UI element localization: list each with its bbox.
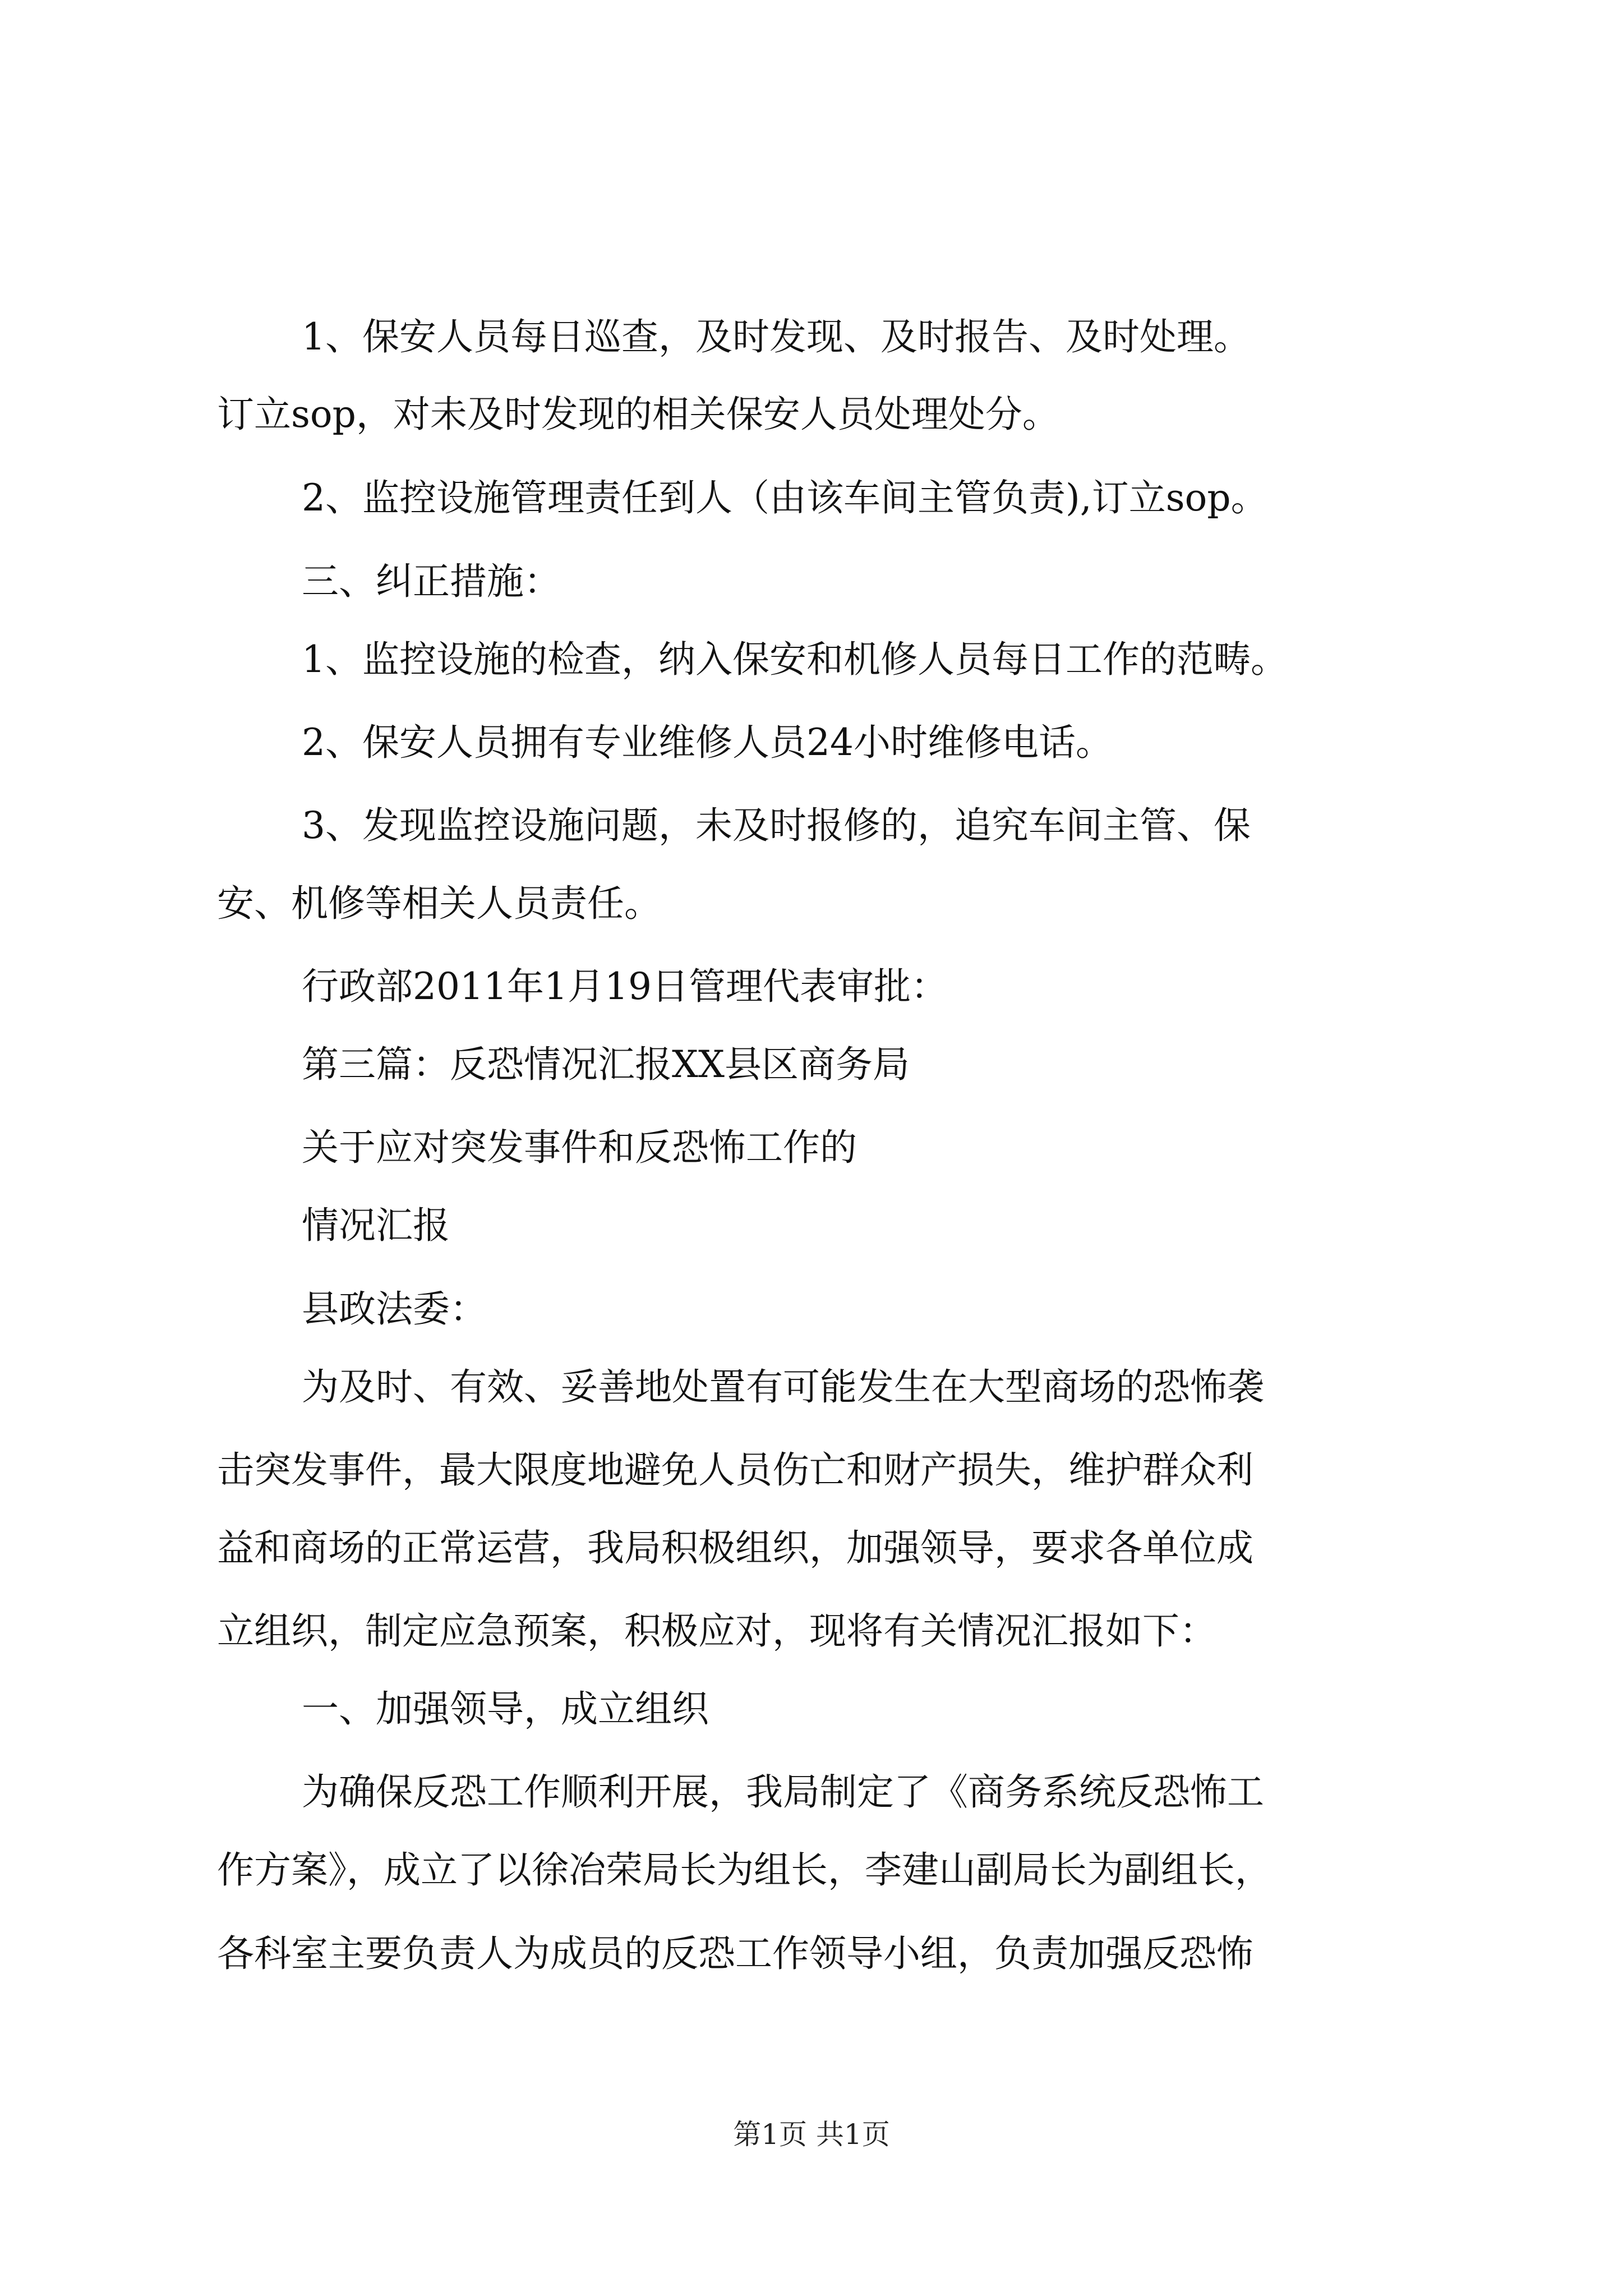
text-line: 2、保安人员拥有专业维修人员24小时维修电话。 [302,721,1113,764]
page-footer: 第1页 共1页 [733,2118,890,2151]
text-line: 关于应对突发事件和反恐怖工作的 [302,1126,857,1169]
text-line: 各科室主要负责人为成员的反恐工作领导小组，负责加强反恐怖 [217,1932,1253,1975]
text-line: 为及时、有效、妥善地处置有可能发生在大型商场的恐怖袭 [302,1365,1264,1409]
text-line: 为确保反恐工作顺利开展，我局制定了《商务系统反恐怖工 [302,1770,1264,1814]
text-line: 三、纠正措施： [302,560,561,603]
text-line: 行政部2011年1月19日管理代表审批： [302,965,948,1008]
text-line: 立组织，制定应急预案，积极应对，现将有关情况汇报如下： [217,1609,1216,1653]
text-line: 情况汇报 [302,1204,450,1247]
text-line: 1、监控设施的检查，纳入保安和机修人员每日工作的范畴。 [302,638,1288,681]
text-line: 2、监控设施管理责任到人（由该车间主管负责),订立sop。 [302,476,1268,519]
text-line: 1、保安人员每日巡查，及时发现、及时报告、及时处理。 [302,315,1251,358]
text-line: 安、机修等相关人员责任。 [217,882,661,925]
text-line: 县政法委： [302,1287,487,1331]
text-line: 第三篇：反恐情况汇报XX县区商务局 [302,1043,910,1086]
text-line: 订立sop，对未及时发现的相关保安人员处理处分。 [217,393,1059,436]
text-line: 3、发现监控设施问题，未及时报修的，追究车间主管、保 [302,804,1251,847]
text-line: 击突发事件，最大限度地避免人员伤亡和财产损失，维护群众利 [217,1448,1253,1492]
text-line: 作方案》，成立了以徐冶荣局长为组长，李建山副局长为副组长， [217,1848,1272,1892]
text-line: 一、加强领导，成立组织 [302,1687,709,1731]
text-line: 益和商场的正常运营，我局积极组织，加强领导，要求各单位成 [217,1526,1253,1570]
